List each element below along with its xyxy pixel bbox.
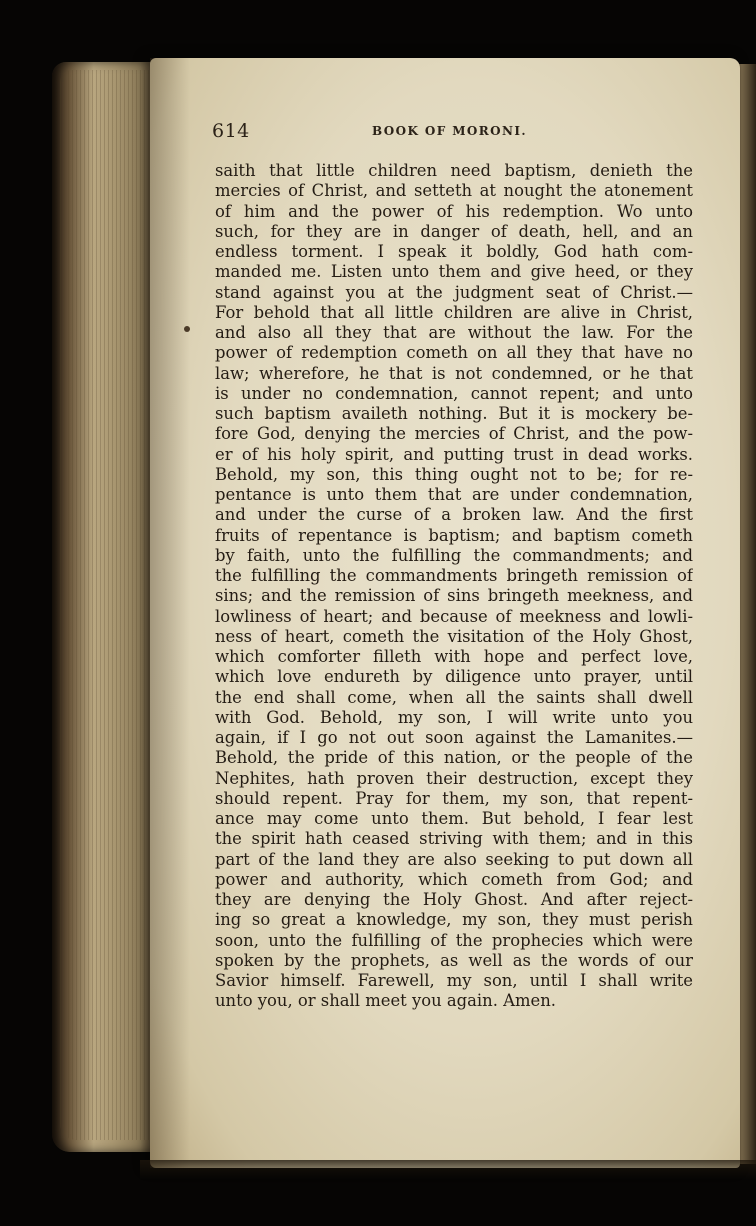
running-head: BOOK OF MORONI. — [372, 124, 527, 138]
text-line: spoken by the prophets, as well as the words of our — [215, 950, 693, 970]
body-text — [215, 161, 693, 1012]
text-line: mercies of Christ, and setteth at nought the atonement — [215, 181, 693, 201]
page-number: 614 — [212, 120, 250, 142]
text-line: which comforter filleth with hope and perfect love, — [215, 647, 693, 666]
text-line: part of the land they are also seeking to put down all — [215, 849, 693, 869]
text-line: such baptism availeth nothing. But it is mockery be- — [215, 404, 693, 423]
text-line: sins; and the remission of sins bringeth meekness, and — [215, 586, 693, 606]
text-line: with God. Behold, my son, I will write unto you — [215, 707, 693, 727]
text-line: power of redemption cometh on all they that have no — [215, 343, 693, 363]
text-line: of him and the power of his redemption. Wo unto — [215, 201, 693, 221]
text-line: the end shall come, when all the saints shall dwell — [215, 687, 693, 707]
text-line: by faith, unto the fulfilling the commandments; and — [215, 545, 693, 565]
text-line: ness of heart, cometh the visitation of the Holy Ghost, — [215, 626, 693, 646]
text-line: is under no condemnation, cannot repent; and unto — [215, 383, 693, 403]
text-line: Behold, my son, this thing ought not to be; for re- — [215, 464, 693, 484]
text-line: which love endureth by diligence unto prayer, until — [215, 667, 693, 687]
text-line: Behold, the pride of this nation, or the people of the — [215, 748, 693, 768]
text-line: ing so great a knowledge, my son, they must perish — [215, 910, 693, 930]
text-line: er of his holy spirit, and putting trust in dead works. — [215, 444, 693, 464]
text-line: Nephites, hath proven their destruction, except they — [215, 768, 693, 788]
text-line: unto you, or shall meet you again. Amen. — [215, 991, 556, 1011]
text-line: law; wherefore, he that is not condemned, or he that — [215, 363, 693, 383]
text-line: the spirit hath ceased striving with them; and in this — [215, 829, 693, 849]
text-line: stand against you at the judgment seat of Christ.— — [215, 282, 693, 302]
page-stack-texture — [60, 70, 152, 1140]
text-line: saith that little children need baptism, denieth the — [215, 161, 693, 180]
text-line: fore God, denying the mercies of Christ, and the pow- — [215, 424, 693, 444]
gutter-shadow — [150, 58, 190, 1168]
text-line: they are denying the Holy Ghost. And after reject- — [215, 890, 693, 909]
text-line: the fulfilling the commandments bringeth remission of — [215, 566, 693, 585]
text-line: and under the curse of a broken law. And the first — [215, 505, 693, 525]
text-line: and also all they that are without the law. For the — [215, 323, 693, 342]
text-line: again, if I go not out soon against the Lamanites.— — [215, 728, 693, 747]
page-header — [212, 120, 692, 146]
text-line: manded me. Listen unto them and give heed, or they — [215, 262, 693, 282]
margin-dot-mark — [184, 326, 190, 332]
text-line: fruits of repentance is baptism; and baptism cometh — [215, 525, 693, 545]
page-bottom-shadow — [140, 1160, 756, 1180]
text-line: such, for they are in danger of death, hell, and an — [215, 221, 693, 241]
text-line: should repent. Pray for them, my son, that repent- — [215, 788, 693, 808]
text-line: lowliness of heart; and because of meekness and lowli- — [215, 606, 693, 626]
text-line: ance may come unto them. But behold, I fear lest — [215, 809, 693, 828]
text-line: pentance is unto them that are under condemnation, — [215, 485, 693, 504]
text-line: endless torment. I speak it boldly, God hath com- — [215, 242, 693, 261]
text-line: Savior himself. Farewell, my son, until I shall write — [215, 971, 693, 990]
text-line: For behold that all little children are alive in Christ, — [215, 302, 693, 322]
text-line: power and authority, which cometh from God; and — [215, 869, 693, 889]
text-line: soon, unto the fulfilling of the prophecies which were — [215, 930, 693, 950]
